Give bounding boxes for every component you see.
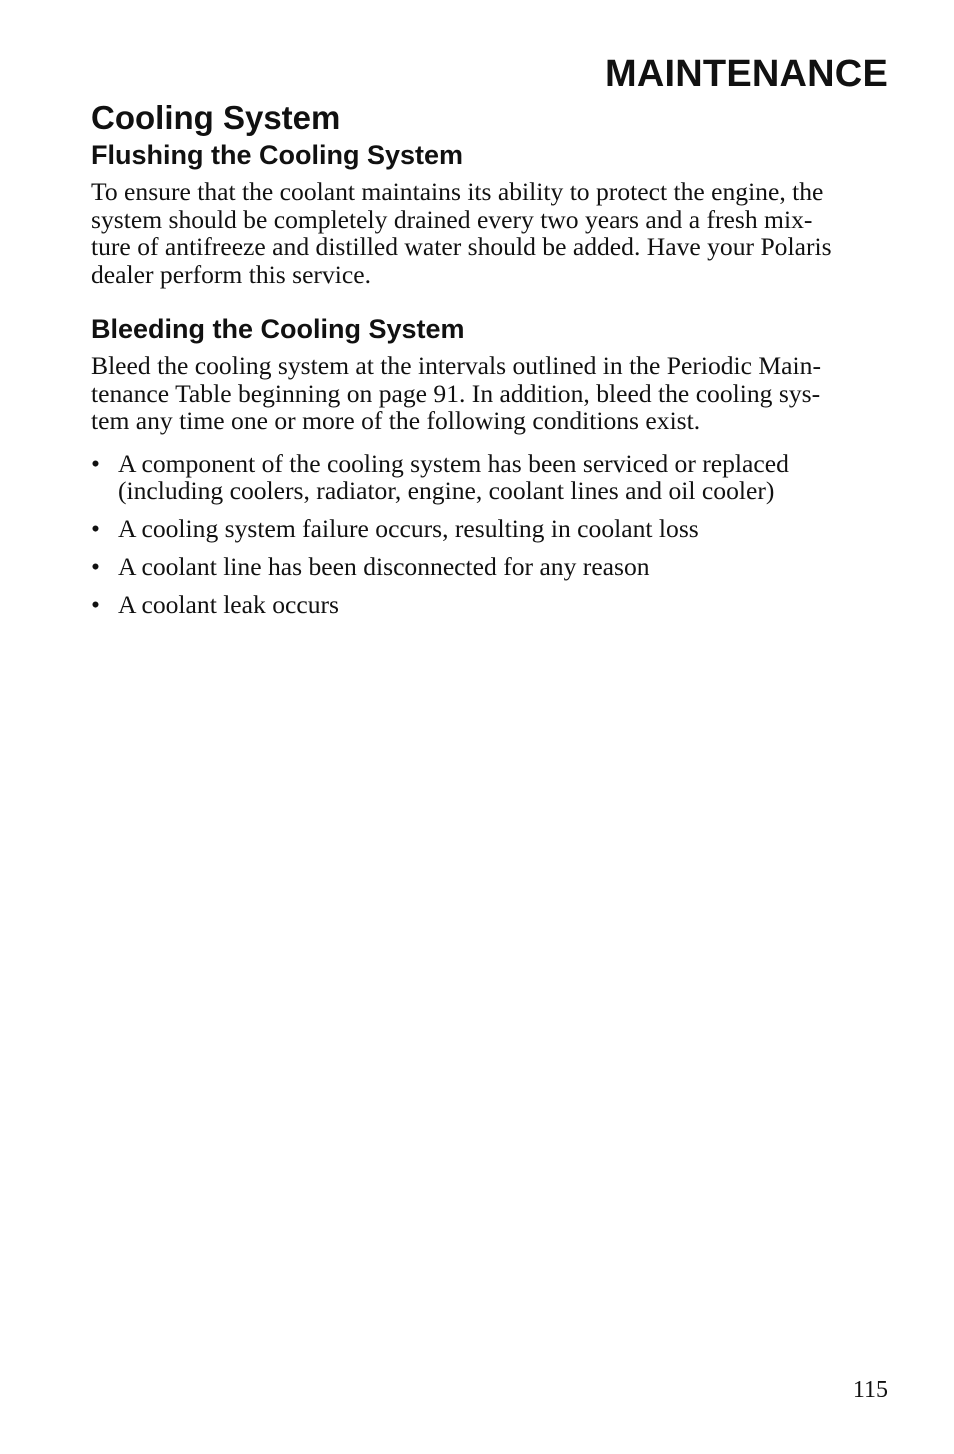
list-item-line: A cooling system failure occurs, resulting in coolant loss — [118, 514, 699, 543]
page-title: Cooling System — [91, 99, 341, 136]
paragraph-line: To ensure that the coolant maintains its ability to protect the engine, the — [91, 177, 824, 206]
list-item — [91, 515, 891, 543]
bullet-icon: • — [91, 448, 100, 478]
paragraph-line: ture of antifreeze and distilled water should be added. Have your Polaris — [91, 232, 832, 261]
list-item — [91, 553, 891, 581]
paragraph-line: Bleed the cooling system at the intervals outlined in the Periodic Main- — [91, 351, 821, 380]
page-content — [91, 96, 891, 629]
list-item-line: A coolant leak occurs — [118, 590, 340, 619]
list-item-line: (including coolers, radiator, engine, coolant lines and oil cooler) — [118, 476, 775, 505]
paragraph-line: tem any time one or more of the following conditions exist. — [91, 406, 701, 435]
bullet-icon: • — [91, 514, 100, 543]
flushing-paragraph — [91, 178, 891, 288]
list-item — [91, 450, 891, 505]
paragraph-line: dealer perform this service. — [91, 259, 371, 289]
page-number: 115 — [852, 1377, 888, 1403]
list-item-line: A component of the cooling system has been serviced or replaced — [118, 448, 789, 478]
list-item-line: A coolant line has been disconnected for any reason — [118, 552, 650, 581]
bleeding-heading: Bleeding the Cooling System — [91, 314, 465, 344]
paragraph-line: tenance Table beginning on page 91. In addition, bleed the cooling sys- — [91, 378, 821, 408]
bullet-icon: • — [91, 590, 100, 619]
flushing-heading: Flushing the Cooling System — [91, 140, 464, 170]
list-item — [91, 591, 891, 619]
bullet-icon: • — [91, 552, 100, 581]
bleeding-paragraph — [91, 352, 891, 435]
section-header: MAINTENANCE — [605, 53, 888, 95]
paragraph-line: system should be completely drained every two years and a fresh mix- — [91, 204, 813, 234]
conditions-list — [91, 450, 891, 619]
